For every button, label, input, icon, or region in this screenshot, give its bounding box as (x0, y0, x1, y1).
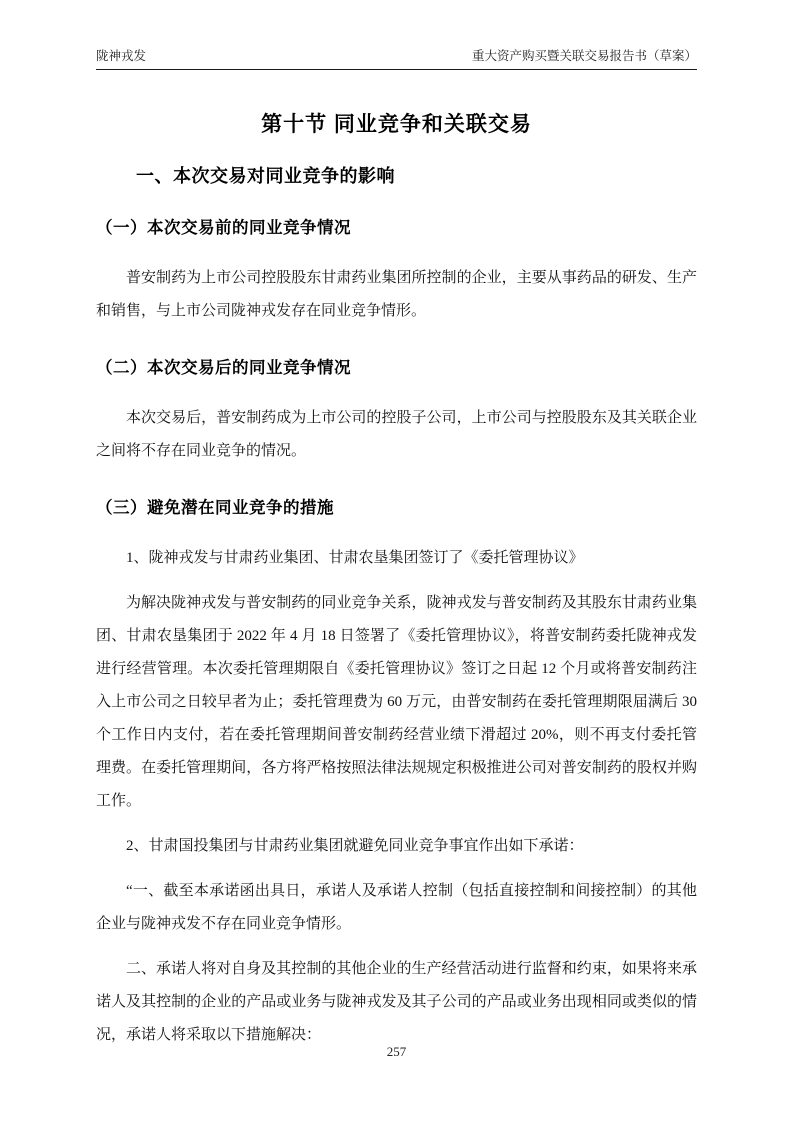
paragraph-entrusted-management: 为解决陇神戎发与普安制药的同业竞争关系，陇神戎发与普安制药及其股东甘肃药业集团、甘肃农垦集团于 2022 年 4 月 18 日签署了《委托管理协议》，将普安制药委托陇神戎发进行经营管理。本次委托管理期限自《委托管理协议》签订之日起 12 个月或将普安制药注入上市公司之日较早者为止；委托管理费为 60 万元，由普安制药在委托管理期限届满后 30 个工作日内支付，若在委托管理期间普安制药经营业绩下滑超过 20%，则不再支付委托管理费。在委托管理期间，各方将严格按照法律法规规定积极推进公司对普安制药的股权并购工作。 (96, 595, 697, 809)
subsection-heading-after-transaction: （二）本次交易后的同业竞争情况 (96, 359, 351, 377)
section-heading-impact-on-competition: 一、本次交易对同业竞争的影响 (136, 166, 395, 186)
paragraph-item-2-title: 2、甘肃国投集团与甘肃药业集团就避免同业竞争事宜作出如下承诺： (126, 838, 584, 854)
subsection-heading-avoid-measures: （三）避免潜在同业竞争的措施 (96, 499, 334, 517)
page-header (96, 46, 697, 70)
header-report-title: 重大资产购买暨关联交易报告书（草案） (471, 49, 697, 63)
chapter-title: 第十节 同业竞争和关联交易 (261, 113, 532, 136)
paragraph-commitment-2: 二、承诺人将对自身及其控制的其他企业的生产经营活动进行监督和约束，如果将来承诺人及其控制的企业的产品或业务与陇神戎发及其子公司的产品或业务出现相同或类似的情况，承诺人将采取以下措施解决： (96, 961, 697, 1043)
paragraph-item-1-title: 1、陇神戎发与甘肃药业集团、甘肃农垦集团签订了《委托管理协议》 (126, 550, 584, 566)
paragraph-commitment-1: “一、截至本承诺函出具日，承诺人及承诺人控制（包括直接控制和间接控制）的其他企业与陇神戎发不存在同业竞争情形。 (96, 883, 697, 932)
page-number: 257 (386, 1044, 407, 1059)
document-body (96, 164, 697, 1052)
subsection-heading-before-transaction: （一）本次交易前的同业竞争情况 (96, 219, 351, 237)
paragraph-before-transaction: 普安制药为上市公司控股股东甘肃药业集团所控制的企业，主要从事药品的研发、生产和销售，与上市公司陇神戎发存在同业竞争情形。 (96, 270, 697, 319)
paragraph-after-transaction: 本次交易后，普安制药成为上市公司的控股子公司，上市公司与控股股东及其关联企业之间将不存在同业竞争的情况。 (96, 410, 697, 459)
header-company-name: 陇神戎发 (96, 49, 147, 63)
